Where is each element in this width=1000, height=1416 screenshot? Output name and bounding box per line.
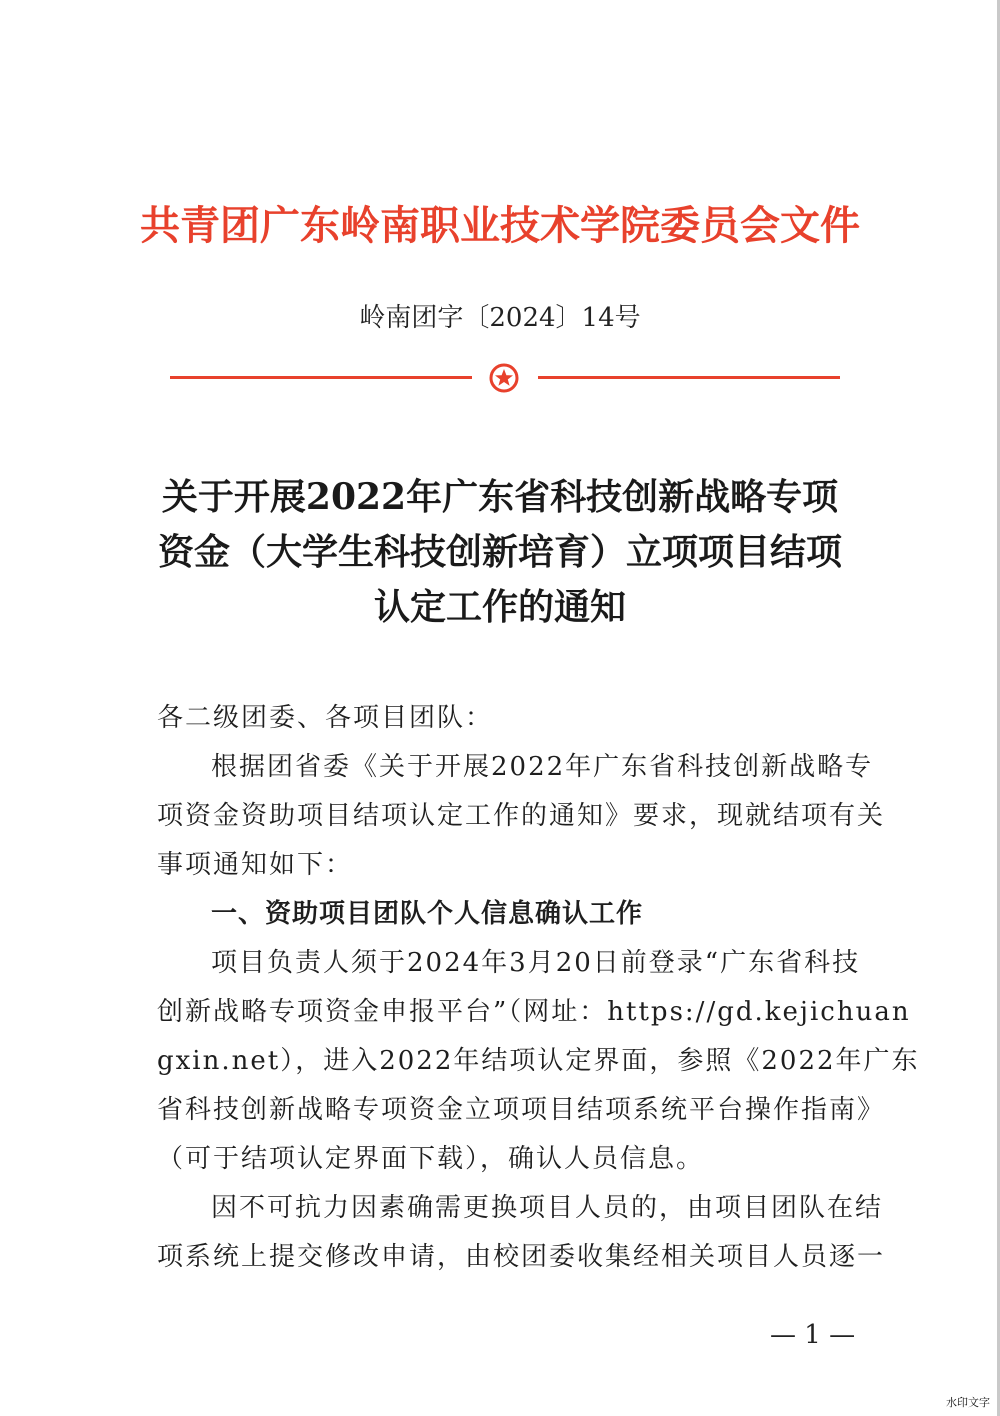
paragraph-line: 因不可抗力因素确需更换项目人员的，由项目团队在结 <box>211 1193 884 1223</box>
intro-line: 项资金资助项目结项认定工作的通知》要求，现就结项有关 <box>157 801 886 831</box>
paragraph-line: 项目负责人须于2024年3月20日前登录“广东省科技 <box>211 948 861 978</box>
salutation: 各二级团委、各项目团队： <box>157 703 494 733</box>
paragraph-line: 创新战略专项资金申报平台”（网址：https://gd.kejichuan <box>157 997 911 1027</box>
intro-line: 根据团省委《关于开展2022年广东省科技创新战略专 <box>211 752 874 782</box>
red-divider-right <box>538 376 840 379</box>
notice-title-line: 资金（大学生科技创新培育）立项项目结项 <box>157 531 842 573</box>
intro-line: 事项通知如下： <box>157 850 354 880</box>
paragraph-line: 省科技创新战略专项资金立项项目结项系统平台操作指南》 <box>157 1095 886 1125</box>
notice-title-line: 认定工作的通知 <box>373 586 626 628</box>
paragraph-line: （可于结项认定界面下载），确认人员信息。 <box>157 1144 705 1174</box>
paragraph-line: 项系统上提交修改申请，由校团委收集经相关项目人员逐一 <box>157 1242 886 1272</box>
org-header-title: 共青团广东岭南职业技术学院委员会文件 <box>140 203 860 249</box>
page-number: — 1 — <box>770 1320 856 1350</box>
paragraph-line: gxin.net），进入2022年结项认定界面，参照《2022年广东 <box>157 1046 920 1076</box>
document-number: 岭南团字〔2024〕14号 <box>359 303 641 333</box>
notice-body <box>157 694 920 1282</box>
notice-title <box>130 470 870 635</box>
watermark-label: 水印文字 <box>942 1392 994 1412</box>
red-divider-left <box>170 376 472 379</box>
section-heading: 一、资助项目团队个人信息确认工作 <box>211 899 644 929</box>
star-circle-emblem-icon <box>488 362 520 394</box>
notice-title-line: 关于开展2022年广东省科技创新战略专项 <box>161 476 839 518</box>
